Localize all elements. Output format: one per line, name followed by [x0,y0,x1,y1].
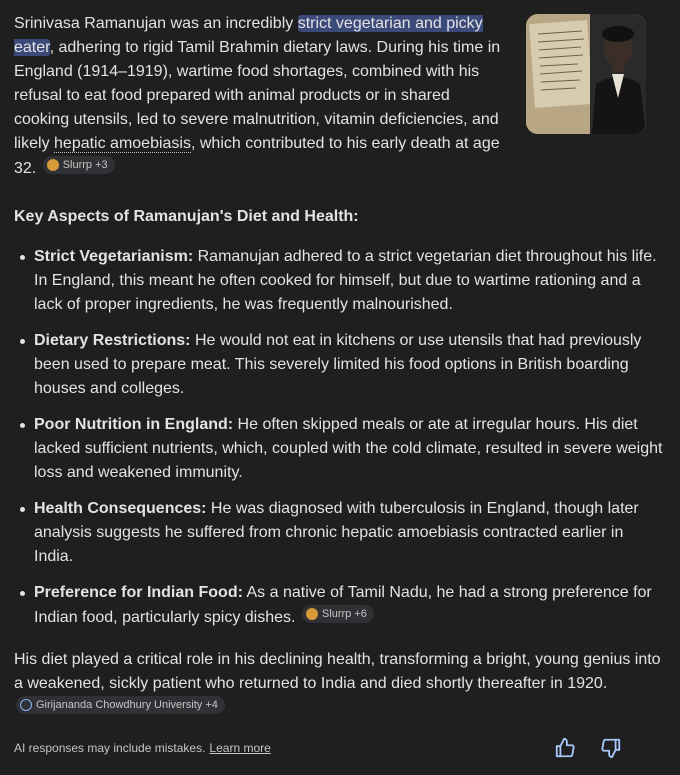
intro-paragraph [14,12,504,181]
section-heading: Key Aspects of Ramanujan's Diet and Health: [14,208,359,225]
slurrp-icon [306,608,318,620]
item-title: Health Consequences: [34,500,207,517]
item-text: He often skipped meals or ate at irregular hours. His diet lacked sufficient nutrients, which, coupled with the cold climate, resulted in severe weight loss and weakened immunity. [34,416,663,481]
source-chip-label: Slurrp +6 [321,608,367,620]
source-chip-label: Girijananda Chowdhury University +4 [36,699,218,711]
source-chip-slurrp[interactable] [43,156,115,174]
source-chip-slurrp[interactable] [302,605,374,623]
hepatic-amoebiasis-link[interactable]: hepatic amoebiasis [54,135,191,152]
thumbs-down-icon[interactable] [600,737,622,759]
list-item [34,581,666,630]
source-chip-label: Slurrp +3 [62,159,108,171]
item-text: He would not eat in kitchens or use utensils that had previously been used to prepare meat. This severely limited his food options in British boarding houses and colleges. [34,332,642,397]
item-text: As a native of Tamil Nadu, he had a strong preference for Indian food, particularly spicy dishes. [34,584,652,626]
list-item [34,245,666,317]
item-title: Preference for Indian Food: [34,584,243,601]
learn-more-link[interactable]: Learn more [209,741,271,755]
intro-text-1: Srinivasa Ramanujan was an incredibly [14,15,298,32]
slurrp-icon [47,159,59,171]
thumbs-up-icon[interactable] [554,737,576,759]
list-item [34,413,666,485]
source-chip-university[interactable] [16,696,225,714]
disclaimer-text: AI responses may include mistakes. [14,741,206,755]
item-text: Ramanujan adhered to a strict vegetarian diet throughout his life. In England, this meant he often cooked for himself, but due to wartime rationing and a lack of proper ingredients, he was frequently malnourished. [34,248,657,313]
conclusion-paragraph [14,648,666,721]
item-title: Poor Nutrition in England: [34,416,234,433]
ramanujan-photo-image [526,14,646,134]
list-item [34,497,666,569]
item-title: Dietary Restrictions: [34,332,191,349]
item-text: He was diagnosed with tuberculosis in England, though later analysis suggests he suffered from chronic hepatic amoebiasis contracted earlier in India. [34,500,639,565]
intro-text-3: , which contributed to his early death at age 32. [14,135,500,177]
ramanujan-thumbnail[interactable] [526,14,646,134]
conclusion-text: His diet played a critical role in his declining health, transforming a bright, young genius into a weakened, sickly patient who returned to India and died shortly thereafter in 1920. [14,651,661,692]
list-item [34,329,666,401]
highlighted-text: strict vegetarian and picky eater [14,15,483,56]
item-title: Strict Vegetarianism: [34,248,194,265]
intro-text-2: , adhering to rigid Tamil Brahmin dietary laws. During his time in England (1914–1919), wartime food shortages, combined with his refusal to eat food prepared with animal products or in shared cooking utensils, led to severe malnutrition, vitamin deficiencies, and likely [14,39,501,152]
university-icon [20,699,32,711]
diet-aspects-list [14,245,666,630]
footer [14,737,666,759]
